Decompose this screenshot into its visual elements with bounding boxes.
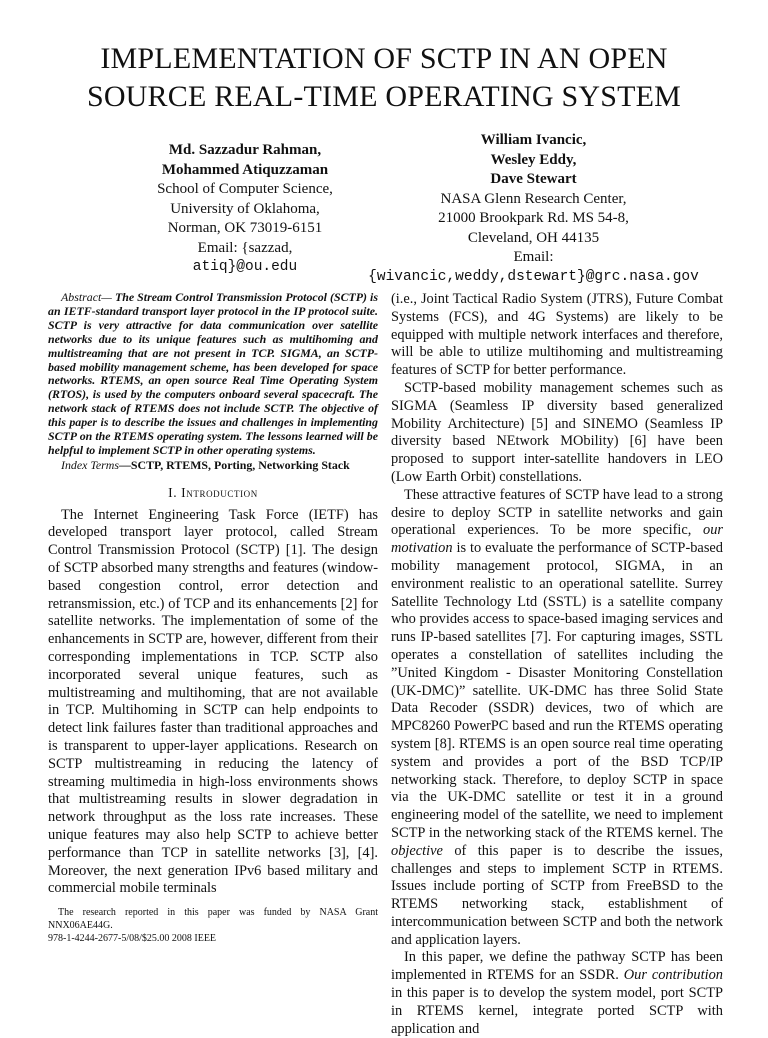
- body-paragraph: [391, 949, 723, 1038]
- text-span: These attractive features of SCTP have lead to a strong desire to deploy SCTP in satellite networks and gain operational experiences. To be more specific,: [391, 486, 723, 539]
- text-span: of this paper is to describe the issues, challenges and steps to implement SCTP in RTEMS. Issues include porting of SCTP from FreeBSD to the RTEMS networking stack, establishment of intercommunication between SCTP and both the network and application layers.: [391, 842, 723, 948]
- author-block-right: William Ivancic, Wesley Eddy, Dave Stewart NASA Glenn Research Center, 21000 Brookpark Rd. MS 54-8, Cleveland, OH 44135 Email: {wivancic,weddy,dstewart}@grc.nasa.gov: [356, 131, 711, 287]
- affiliation-line: Norman, OK 73019-6151: [167, 220, 323, 236]
- right-column: [391, 291, 723, 1038]
- text-span: In this paper, we define the pathway SCTP has been implemented in RTEMS for an SSDR.: [391, 949, 723, 984]
- author-name: Md. Sazzadur Rahman: [168, 142, 318, 158]
- index-terms: [48, 458, 378, 472]
- title-line-1: IMPLEMENTATION OF SCTP IN AN OPEN: [100, 42, 668, 75]
- affiliation-line: School of Computer Science,: [157, 181, 333, 197]
- affiliation-line: 21000 Brookpark Rd. MS 54-8,: [438, 210, 629, 226]
- abstract-text: The Stream Control Transmission Protocol (SCTP) is an IETF-standard transport layer protocol in the IP protocol suite. SCTP is very attractive for data communication over satellite networks due to its unique features such as multihoming and multistreaming that are not present in TCP. SIGMA, an SCTP-based mobility management scheme, has been developed for space networks. RTEMS, an open source Real Time Operating System (RTOS), is used by the computers onboard several spacecraft. The network stack of RTEMS does not include SCTP. The objective of this paper is to describe the issues and challenges in implementing SCTP on the RTEMS operating system. The lessons learned will be helpful to implement SCTP in other operating systems.: [48, 290, 378, 457]
- copyright-line: 978-1-4244-2677-5/08/$25.00 2008 IEEE: [48, 933, 217, 944]
- text-span: is to evaluate the performance of SCTP-based mobility management protocol, SIGMA, in an environment realistic to an operational satellite. Surrey Satellite Technology Ltd (SSTL) is a satellite company who provides access to space-based imaging services and runs IP-based satellites [7]. For capturing images, SSTL operates a constellation of satellites including the ”United Kingdom - Disaster Monitoring Constellation (UK-DMC)” satellite. UK-DMC has three Solid State Data Recoder (SSDR) devices, two of which are MPC8260 PowerPC based and run the RTEMS operating system [8]. RTEMS is an open source real time operating system and provides a port of the BSD TCP/IP networking stack. Therefore, to deploy SCTP in space via the UK-DMC satellite or test it in a ground engineering model of the satellite, we need to implement SCTP in the networking stack of the RTEMS kernel. The: [391, 540, 723, 841]
- body-paragraph: [391, 487, 723, 950]
- affiliation-line: University of Oklahoma,: [170, 200, 320, 217]
- paper-title: [0, 40, 768, 116]
- section-heading: I. Introduction: [168, 484, 258, 500]
- title-line-2: SOURCE REAL-TIME OPERATING SYSTEM: [86, 80, 682, 113]
- affiliation-line: NASA Glenn Research Center,: [440, 190, 627, 207]
- body-paragraph: (i.e., Joint Tactical Radio System (JTRS), Future Combat Systems (FCS), and 4G Systems) are likely to be equipped with multiple network interfaces and therefore, will be able to utilize multihoming and multistreaming features of SCTP for better performance.: [391, 291, 723, 379]
- author-name: William Ivancic: [480, 132, 583, 148]
- left-column: [48, 291, 378, 898]
- email-label: Email:: [513, 249, 554, 265]
- author-name: Dave Stewart: [490, 171, 577, 187]
- text-span: in this paper is to develop the system model, port SCTP in RTEMS kernel, integrate ported SCTP with application and: [391, 985, 723, 1037]
- email-line: atiq}@ou.edu: [192, 259, 298, 275]
- index-terms-text: —SCTP, RTEMS, Porting, Networking Stack: [119, 457, 350, 472]
- emphasis-contribution: Our contribution: [623, 967, 723, 984]
- funding-note: The research reported in this paper was funded by NASA Grant NNX06AE44G.: [48, 907, 378, 931]
- abstract: [48, 291, 378, 458]
- author-name: Mohammed Atiquzzaman: [161, 161, 329, 178]
- emphasis-motivation: our motivation: [391, 522, 723, 557]
- author-name: Wesley Eddy: [490, 151, 573, 168]
- index-terms-label: Index Terms: [61, 457, 120, 472]
- email-line: Email: {sazzad,: [197, 239, 293, 256]
- footnote: [48, 906, 378, 945]
- body-paragraph: SCTP-based mobility management schemes such as SIGMA (Seamless IP diversity based generalized Mobility Architecture) [5] and SINEMO (Seamless IP diversity based NEtwork MObility) [6] have been proposed to support inter-satellite handovers in LEO (Low Earth Orbit) constellations.: [391, 379, 723, 485]
- email-line: {wivancic,weddy,dstewart}@grc.nasa.gov: [368, 268, 699, 285]
- body-paragraph: The Internet Engineering Task Force (IETF) has developed transport layer protocol, called Stream Control Transmission Protocol (SCTP) [1]. The design of SCTP absorbed many strengths and features (window-based congestion control, error detection and retransmission, etc.) of TCP and its enhancements [2] for satellite networks. The implementation of some of the enhancements in SCTP are, however, different from their corresponding implementations in TCP. SCTP also incorporated several unique features, such as multistreaming and multihoming, that are not available in TCP. Multihoming in SCTP can help endpoints to detect link failures faster than traditional approaches and is transparent to upper-layer applications. Research on SCTP multistreaming in reducing the latency of streaming multimedia in high-loss environments shows that multistreaming results in slower degradation in network throughput as the loss rate increases. These unique features may also help SCTP to achieve better performance than TCP in satellite networks [3], [4]. Moreover, the next generation IPv6 based military and commercial mobile terminals: [48, 506, 378, 897]
- emphasis-objective: objective: [391, 842, 443, 859]
- abstract-label: Abstract—: [61, 290, 112, 304]
- affiliation-line: Cleveland, OH 44135: [467, 229, 600, 246]
- author-block-left: Md. Sazzadur Rahman, Mohammed Atiquzzaman School of Computer Science, University of Oklahoma, Norman, OK 73019-6151 Email: {sazzad, atiq}@ou.edu: [140, 141, 350, 278]
